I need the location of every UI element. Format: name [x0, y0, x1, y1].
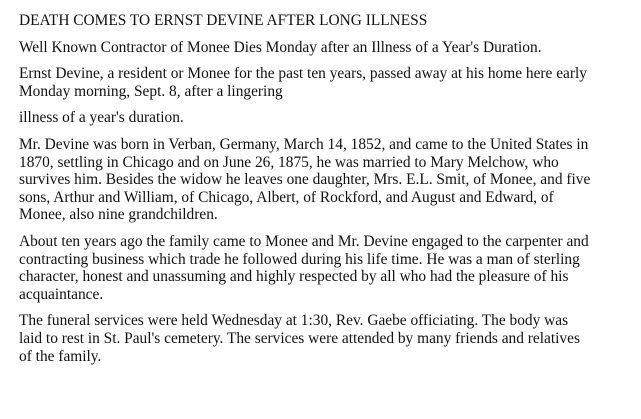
subheadline: Well Known Contractor of Monee Dies Monday after an Illness of a Year's Duration. [19, 38, 542, 56]
text-line: Monee, also nine grandchildren. [19, 206, 218, 224]
text-line: sons, Arthur and William, of Chicago, Albert, of Rockford, and August and Edward, of [19, 188, 554, 206]
text-line: survives him. Besides the widow he leaves one daughter, Mrs. E.L. Smit, of Monee, and five [19, 171, 591, 189]
paragraph-career [19, 233, 629, 303]
text-line: About ten years ago the family came to Monee and Mr. Devine engaged to the carpenter and [19, 232, 589, 250]
text-line: laid to rest in St. Paul's cemetery. The services were attended by many friends and relatives [19, 329, 580, 347]
paragraph-duration [19, 109, 629, 127]
paragraph-funeral [19, 312, 629, 365]
text-line: Ernst Devine, a resident or Monee for the past ten years, passed away at his home here early [19, 65, 587, 83]
text-line: character, honest and unassuming and highly respected by all who had the pleasure of his [19, 268, 569, 286]
text-line: of the family. [19, 347, 102, 365]
text-line: Monday morning, Sept. 8, after a lingering [19, 82, 283, 100]
headline: DEATH COMES TO ERNST DEVINE AFTER LONG ILLNESS [19, 12, 428, 29]
text-line: 1870, settling in Chicago and on June 26, 1875, he was married to Mary Melchow, who [19, 153, 559, 171]
text-line: contracting business which trade he followed during his life time. He was a man of sterling [19, 250, 580, 268]
paragraph-biography [19, 136, 629, 224]
document-body [19, 12, 629, 365]
paragraph-intro [19, 65, 629, 100]
text-line: The funeral services were held Wednesday at 1:30, Rev. Gaebe officiating. The body was [19, 312, 569, 330]
text-line: Mr. Devine was born in Verban, Germany, March 14, 1852, and came to the United States in [19, 135, 589, 153]
text-line: illness of a year's duration. [19, 109, 184, 127]
text-line: acquaintance. [19, 285, 104, 303]
